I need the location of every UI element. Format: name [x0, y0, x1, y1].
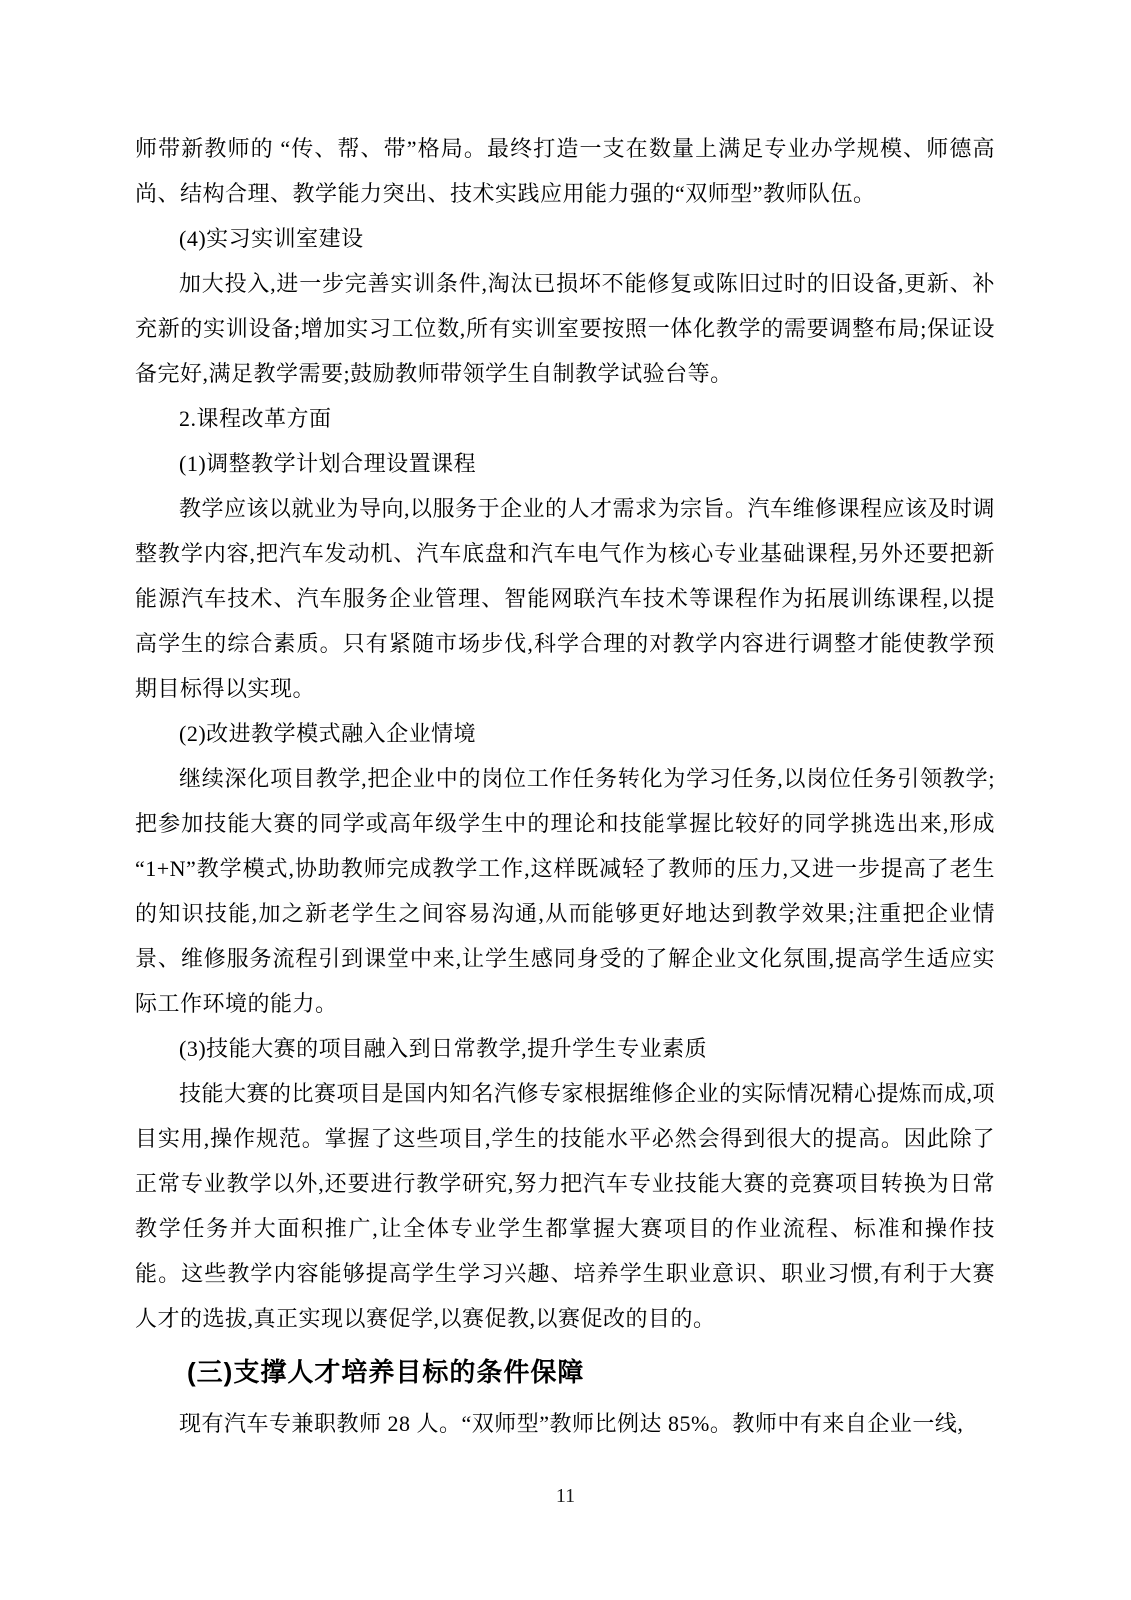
subheading-practice-room: (4)实习实训室建设	[179, 226, 364, 251]
paragraph-investment: 加大投入,进一步完善实训条件,淘汰已损坏不能修复或陈旧过时的旧设备,更新、补充新的实训设备;增加实习工位数,所有实训室要按照一体化教学的需要调整布局;保证设备完好,满足教学需要;鼓励教师带领学生自制教学试验台等。	[135, 271, 995, 386]
subheading-teaching-mode: (2)改进教学模式融入企业情境	[179, 721, 477, 746]
section-heading-support-conditions: (三)支撑人才培养目标的条件保障	[187, 1357, 585, 1387]
subheading-skills-competition: (3)技能大赛的项目融入到日常教学,提升学生专业素质	[179, 1036, 708, 1061]
paragraph-teacher-count: 现有汽车专兼职教师 28 人。“双师型”教师比例达 85%。教师中有来自企业一线,	[179, 1411, 964, 1436]
page-body	[135, 126, 995, 1446]
subheading-curriculum-reform: 2.课程改革方面	[179, 406, 332, 431]
paragraph-project-teaching: 继续深化项目教学,把企业中的岗位工作任务转化为学习任务,以岗位任务引领教学;把参加技能大赛的同学或高年级学生中的理论和技能掌握比较好的同学挑选出来,形成“1+N”教学模式,协助教师完成教学工作,这样既减轻了教师的压力,又进一步提高了老生的知识技能,加之新老学生之间容易沟通,从而能够更好地达到教学效果;注重把企业情景、维修服务流程引到课堂中来,让学生感同身受的了解企业文化氛围,提高学生适应实际工作环境的能力。	[135, 766, 995, 1016]
paragraph-continuation: 师带新教师的 “传、帮、带”格局。最终打造一支在数量上满足专业办学规模、师德高尚、结构合理、教学能力突出、技术实践应用能力强的“双师型”教师队伍。	[135, 136, 995, 206]
paragraph-teaching-orientation: 教学应该以就业为导向,以服务于企业的人才需求为宗旨。汽车维修课程应该及时调整教学内容,把汽车发动机、汽车底盘和汽车电气作为核心专业基础课程,另外还要把新能源汽车技术、汽车服务企业管理、智能网联汽车技术等课程作为拓展训练课程,以提高学生的综合素质。只有紧随市场步伐,科学合理的对教学内容进行调整才能使教学预期目标得以实现。	[135, 496, 996, 701]
paragraph-competition-projects: 技能大赛的比赛项目是国内知名汽修专家根据维修企业的实际情况精心提炼而成,项目实用,操作规范。掌握了这些项目,学生的技能水平必然会得到很大的提高。因此除了正常专业教学以外,还要进行教学研究,努力把汽车专业技能大赛的竞赛项目转换为日常教学任务并大面积推广,让全体专业学生都掌握大赛项目的作业流程、标准和操作技能。这些教学内容能够提高学生学习兴趣、培养学生职业意识、职业习惯,有利于大赛人才的选拔,真正实现以赛促学,以赛促教,以赛促改的目的。	[135, 1081, 996, 1331]
page-number: 11	[555, 1485, 576, 1507]
subheading-adjust-plan: (1)调整教学计划合理设置课程	[179, 451, 477, 476]
